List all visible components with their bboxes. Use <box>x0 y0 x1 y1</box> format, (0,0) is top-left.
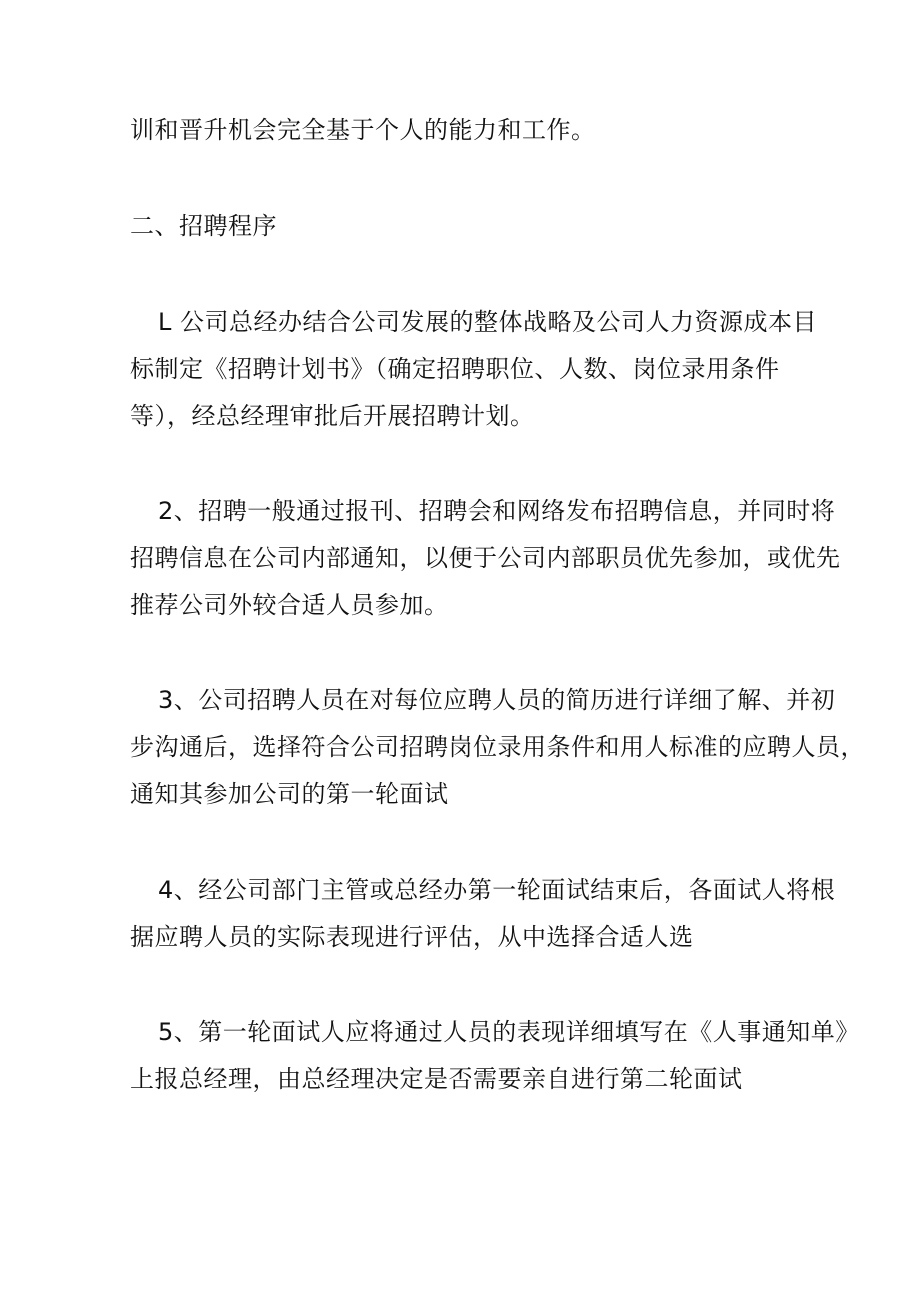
paragraph-3-line-1: 3、公司招聘人员在对每位应聘人员的简历进行详细了解、并初 <box>158 686 836 714</box>
paragraph-5-line-1: 5、第一轮面试人应将通过人员的表现详细填写在《人事通知单》 <box>158 1018 860 1046</box>
paragraph-4-line-2: 据应聘人员的实际表现进行评估，从中选择合适人选 <box>130 923 694 951</box>
paragraph-2-line-2: 招聘信息在公司内部通知，以便于公司内部职员优先参加，或优先 <box>130 544 841 572</box>
section-heading: 二、招聘程序 <box>130 212 277 240</box>
paragraph-1-line-1: L 公司总经办结合公司发展的整体战略及公司人力资源成本目 <box>158 308 817 336</box>
paragraph-1-line-2: 标制定《招聘计划书》（确定招聘职位、人数、岗位录用条件 <box>130 355 780 383</box>
paragraph-1-line-3: 等），经总经理审批后开展招聘计划。 <box>130 402 535 430</box>
paragraph-4-line-1: 4、经公司部门主管或总经办第一轮面试结束后，各面试人将根 <box>158 876 836 904</box>
paragraph-3-line-3: 通知其参加公司的第一轮面试 <box>130 780 449 808</box>
paragraph-5-line-2: 上报总经理，由总经理决定是否需要亲自进行第二轮面试 <box>130 1065 743 1093</box>
paragraph-2-line-1: 2、招聘一般通过报刊、招聘会和网络发布招聘信息，并同时将 <box>158 497 836 525</box>
paragraph-3-line-2: 步沟通后，选择符合公司招聘岗位录用条件和用人标准的应聘人员， <box>130 733 865 761</box>
intro-line: 训和晋升机会完全基于个人的能力和工作。 <box>130 116 596 144</box>
paragraph-2-line-3: 推荐公司外较合适人员参加。 <box>130 591 449 619</box>
